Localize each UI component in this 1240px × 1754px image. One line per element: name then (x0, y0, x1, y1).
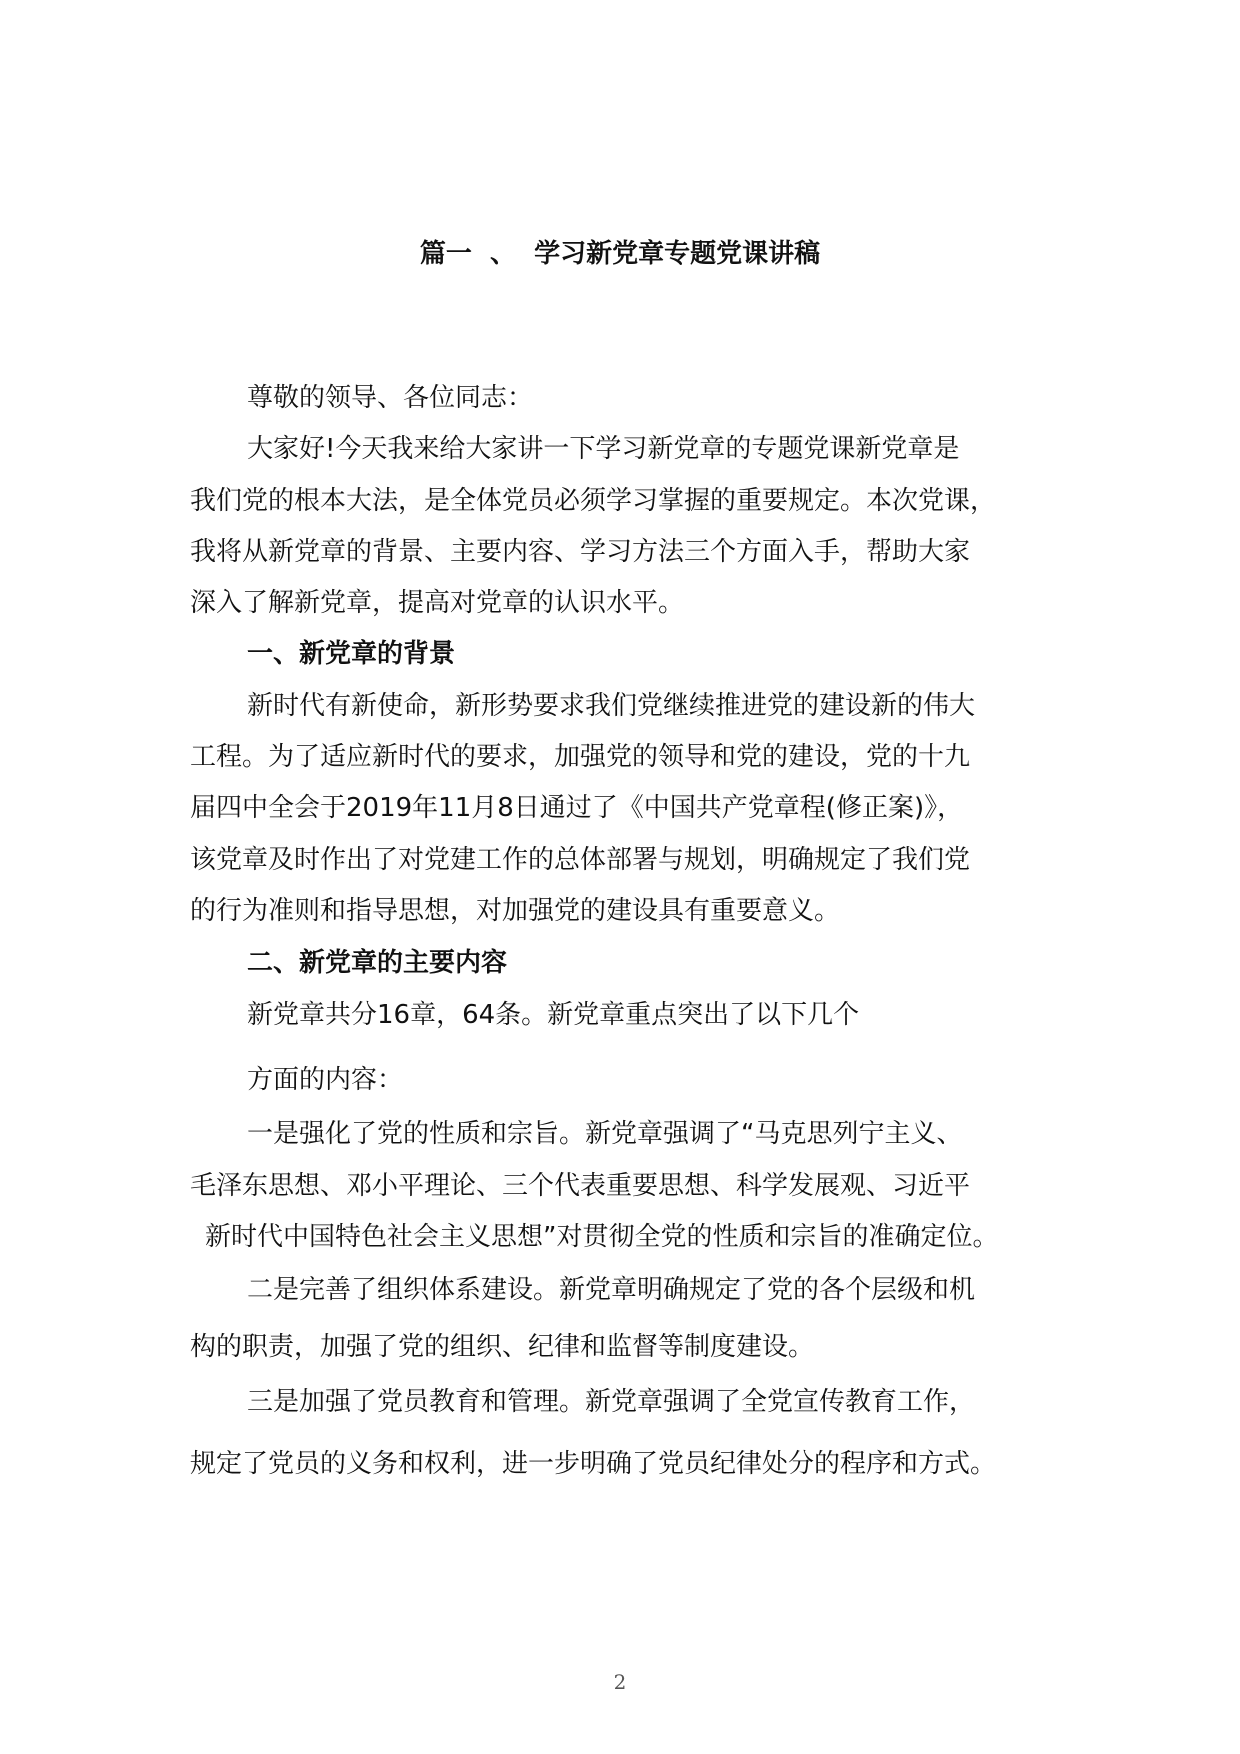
paragraph-line: 新时代有新使命，新形势要求我们党继续推进党的建设新的伟大 (247, 691, 976, 721)
page-number: 2 (613, 1670, 627, 1694)
salutation: 尊敬的领导、各位同志： (247, 383, 534, 413)
paragraph-line: 工程。为了适应新时代的要求，加强党的领导和党的建设，党的十九 (190, 742, 971, 772)
section-heading-main-content: 二、新党章的主要内容 (247, 948, 508, 978)
paragraph-line: 三是加强了党员教育和管理。新党章强调了全党宣传教育工作， (247, 1387, 976, 1417)
paragraph-line: 我们党的根本大法，是全体党员必须学习掌握的重要规定。本次党课， (190, 486, 997, 516)
paragraph-line: 构的职责，加强了党的组织、纪律和监督等制度建设。 (190, 1332, 815, 1362)
paragraph-line: 方面的内容： (247, 1065, 404, 1095)
paragraph-line: 新党章共分16章，64条。新党章重点突出了以下几个 (247, 1000, 860, 1030)
paragraph-line: 我将从新党章的背景、主要内容、学习方法三个方面入手，帮助大家 (190, 537, 971, 567)
paragraph-line: 毛泽东思想、邓小平理论、三个代表重要思想、科学发展观、习近平 (190, 1171, 971, 1201)
paragraph-line: 大家好!今天我来给大家讲一下学习新党章的专题党课新党章是 (247, 434, 960, 464)
paragraph-line: 一是强化了党的性质和宗旨。新党章强调了“马克思列宁主义、 (247, 1119, 963, 1149)
paragraph-line: 新时代中国特色社会主义思想”对贯彻全党的性质和宗旨的准确定位。 (205, 1222, 999, 1252)
section-heading-background: 一、新党章的背景 (247, 639, 456, 669)
document-title: 篇一 、 学习新党章专题党课讲稿 (419, 239, 821, 269)
paragraph-line: 届四中全会于2019年11月8日通过了《中国共产党章程(修正案)》， (190, 793, 964, 823)
paragraph-line: 的行为准则和指导思想，对加强党的建设具有重要意义。 (190, 896, 841, 926)
paragraph-line: 规定了党员的义务和权利，进一步明确了党员纪律处分的程序和方式。 (190, 1449, 997, 1479)
paragraph-line: 深入了解新党章，提高对党章的认识水平。 (190, 588, 685, 618)
paragraph-line: 二是完善了组织体系建设。新党章明确规定了党的各个层级和机 (247, 1275, 976, 1305)
paragraph-line: 该党章及时作出了对党建工作的总体部署与规划，明确规定了我们党 (190, 845, 971, 875)
